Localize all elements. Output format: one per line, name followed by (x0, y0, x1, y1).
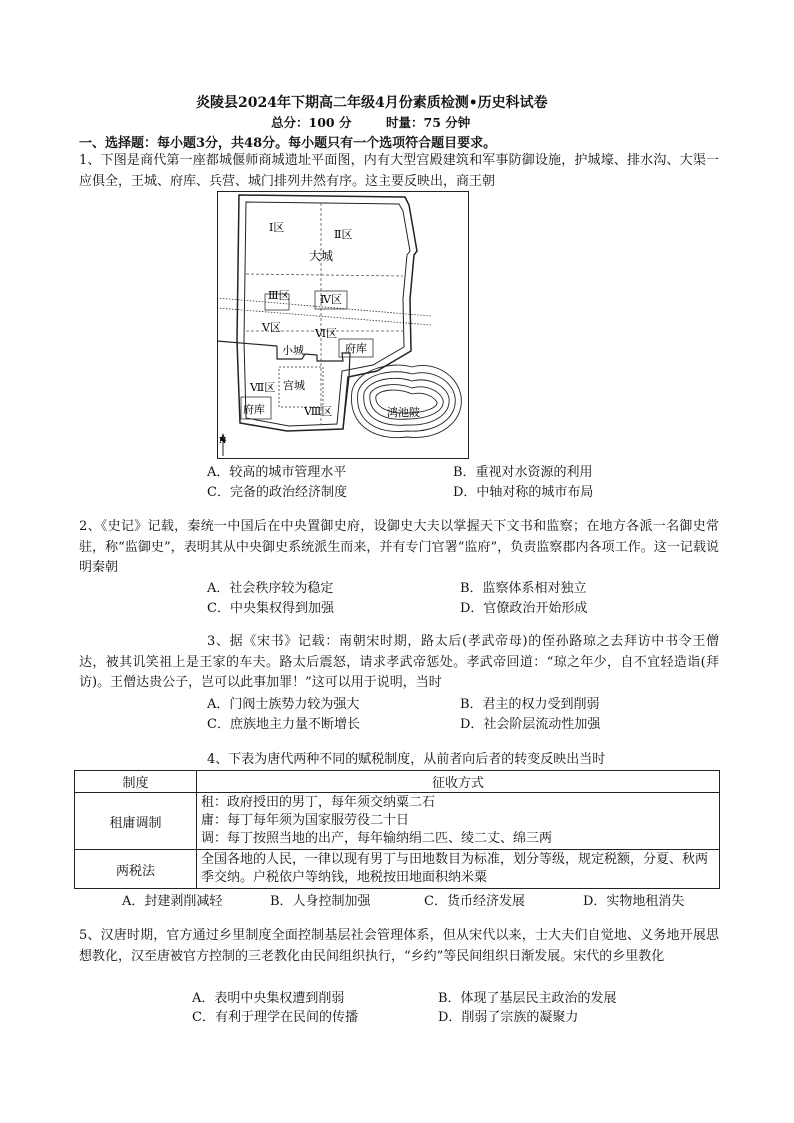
table-row1-name: 租庸调制 (75, 793, 197, 850)
q2-option-d[interactable]: D．官僚政治开始形成 (460, 601, 588, 616)
map-label-zone3: Ⅲ区 (268, 289, 290, 302)
table-row (75, 850, 720, 889)
q1-option-a[interactable]: A．较高的城市管理水平 (207, 465, 347, 480)
map-label-zone8: Ⅷ区 (304, 405, 333, 418)
table-header-system: 制度 (75, 771, 197, 793)
table-row1-line2: 庸：每丁每年须为国家服劳役二十日 (201, 813, 410, 828)
q4-option-c[interactable]: C．货币经济发展 (424, 894, 525, 909)
table-row1-line3: 调：每丁按照当地的出产，每年输纳绢二匹、绫二丈、绵三两 (201, 831, 553, 846)
question-1-stem: 1、下图是商代第一座都城偃师商城遗址平面图，内有大型宫殿建筑和军事防御设施，护城壕、排水沟、大渠一应俱全，王城、府库、兵营、城门排列井然有序。这主要反映出，商王朝 (79, 153, 719, 189)
question-4-stem: 4、下表为唐代两种不同的赋税制度，从前者向后者的转变反映出当时 (207, 752, 606, 767)
q2-option-a[interactable]: A．社会秩序较为稳定 (207, 581, 334, 596)
map-label-north: N (219, 435, 227, 445)
q3-option-a[interactable]: A．门阀士族势力较为强大 (207, 697, 360, 712)
q4-option-a[interactable]: A．封建剥削减轻 (122, 894, 223, 909)
question-5-stem: 5、汉唐时期，官方通过乡里制度全面控制基层社会管理体系，但从宋代以来，士大夫们自觉地、义务地开展思想教化，汉至唐被官方控制的三老教化由民间组织执行，“乡约”等民间组织日渐发展。宋代的乡里教化 (79, 928, 719, 964)
map-label-zone2: Ⅱ区 (334, 228, 353, 241)
table-header-method: 征收方式 (197, 771, 720, 793)
table-row2-name: 两税法 (75, 850, 197, 889)
table-header-row (75, 771, 720, 793)
q5-option-a[interactable]: A．表明中央集权遭到削弱 (192, 991, 345, 1006)
q4-option-b[interactable]: B．人身控制加强 (270, 894, 371, 909)
exam-title: 炎陵县2024年下期高二年级4月份素质检测•历史科试卷 (196, 95, 548, 111)
q4-option-d[interactable]: D．实物地租消失 (583, 894, 685, 909)
total-score: 总分：100 分 (271, 115, 352, 130)
q3-option-d[interactable]: D．社会阶层流动性加强 (460, 717, 601, 732)
map-label-zone7: Ⅶ区 (250, 381, 276, 394)
map-label-zone6: Ⅵ区 (315, 327, 338, 340)
map-label-pond: 鸿池陂 (387, 406, 420, 419)
map-label-zone5: Ⅴ区 (262, 321, 281, 334)
map-label-warehouse-left: 府库 (243, 403, 265, 416)
q1-option-b[interactable]: B．重视对水资源的利用 (453, 465, 593, 480)
map-label-small-city: 小城 (282, 344, 304, 357)
q1-option-d[interactable]: D．中轴对称的城市布局 (453, 485, 594, 500)
shang-city-map (217, 191, 469, 459)
question-3-stem: 3、据《宋书》记载：南朝宋时期，路太后(孝武帝母)的侄孙路琼之去拜访中书令王僧达，被其讥笑祖上是王家的车夫。路太后震怒，请求孝武帝惩处。孝武帝回道：“琼之年少，自不宜轻造诣(拜访)。王僧达贵公子，岂可以此事加罪！”这可以用于说明，当时 (79, 634, 719, 690)
map-label-palace: 宫城 (283, 379, 305, 392)
q5-option-d[interactable]: D．削弱了宗族的凝聚力 (438, 1010, 579, 1025)
tax-system-table (74, 770, 720, 889)
q3-option-b[interactable]: B．君主的权力受到削弱 (460, 697, 600, 712)
map-label-zone1: Ⅰ区 (269, 221, 285, 234)
table-row2-text: 全国各地的人民，一律以现有男丁与田地数目为标准，划分等级，规定税额，分夏、秋两季交纳。户税依户等纳钱，地税按田地面积纳米粟 (197, 850, 720, 889)
table-row1-line1: 租：政府授田的男丁，每年须交纳粟二石 (201, 795, 436, 810)
q1-option-c[interactable]: C．完备的政治经济制度 (207, 485, 347, 500)
q5-option-c[interactable]: C．有利于理学在民间的传播 (192, 1010, 358, 1025)
map-label-warehouse-right: 府库 (345, 342, 367, 355)
map-label-zone4: Ⅳ区 (320, 293, 342, 306)
table-row (75, 793, 720, 850)
q5-option-b[interactable]: B．体现了基层民主政治的发展 (438, 991, 617, 1006)
q2-option-c[interactable]: C．中央集权得到加强 (207, 601, 334, 616)
section-heading: 一、选择题：每小题3分，共48分。每小题只有一个选项符合题目要求。 (79, 136, 497, 151)
question-2-stem: 2、《史记》记载，秦统一中国后在中央置御史府，设御史大夫以掌握天下文书和监察；在地方各派一名御史常驻，称“监御史”，表明其从中央御史系统派生而来，并有专门官署“监府”，负责监察郡内各项工作。这一记载说明秦朝 (79, 519, 719, 575)
q2-option-b[interactable]: B．监察体系相对独立 (460, 581, 587, 596)
exam-duration: 时量：75 分钟 (386, 115, 471, 130)
map-label-big-city: 大城 (309, 249, 334, 263)
q3-option-c[interactable]: C．庶族地主力量不断增长 (207, 717, 360, 732)
